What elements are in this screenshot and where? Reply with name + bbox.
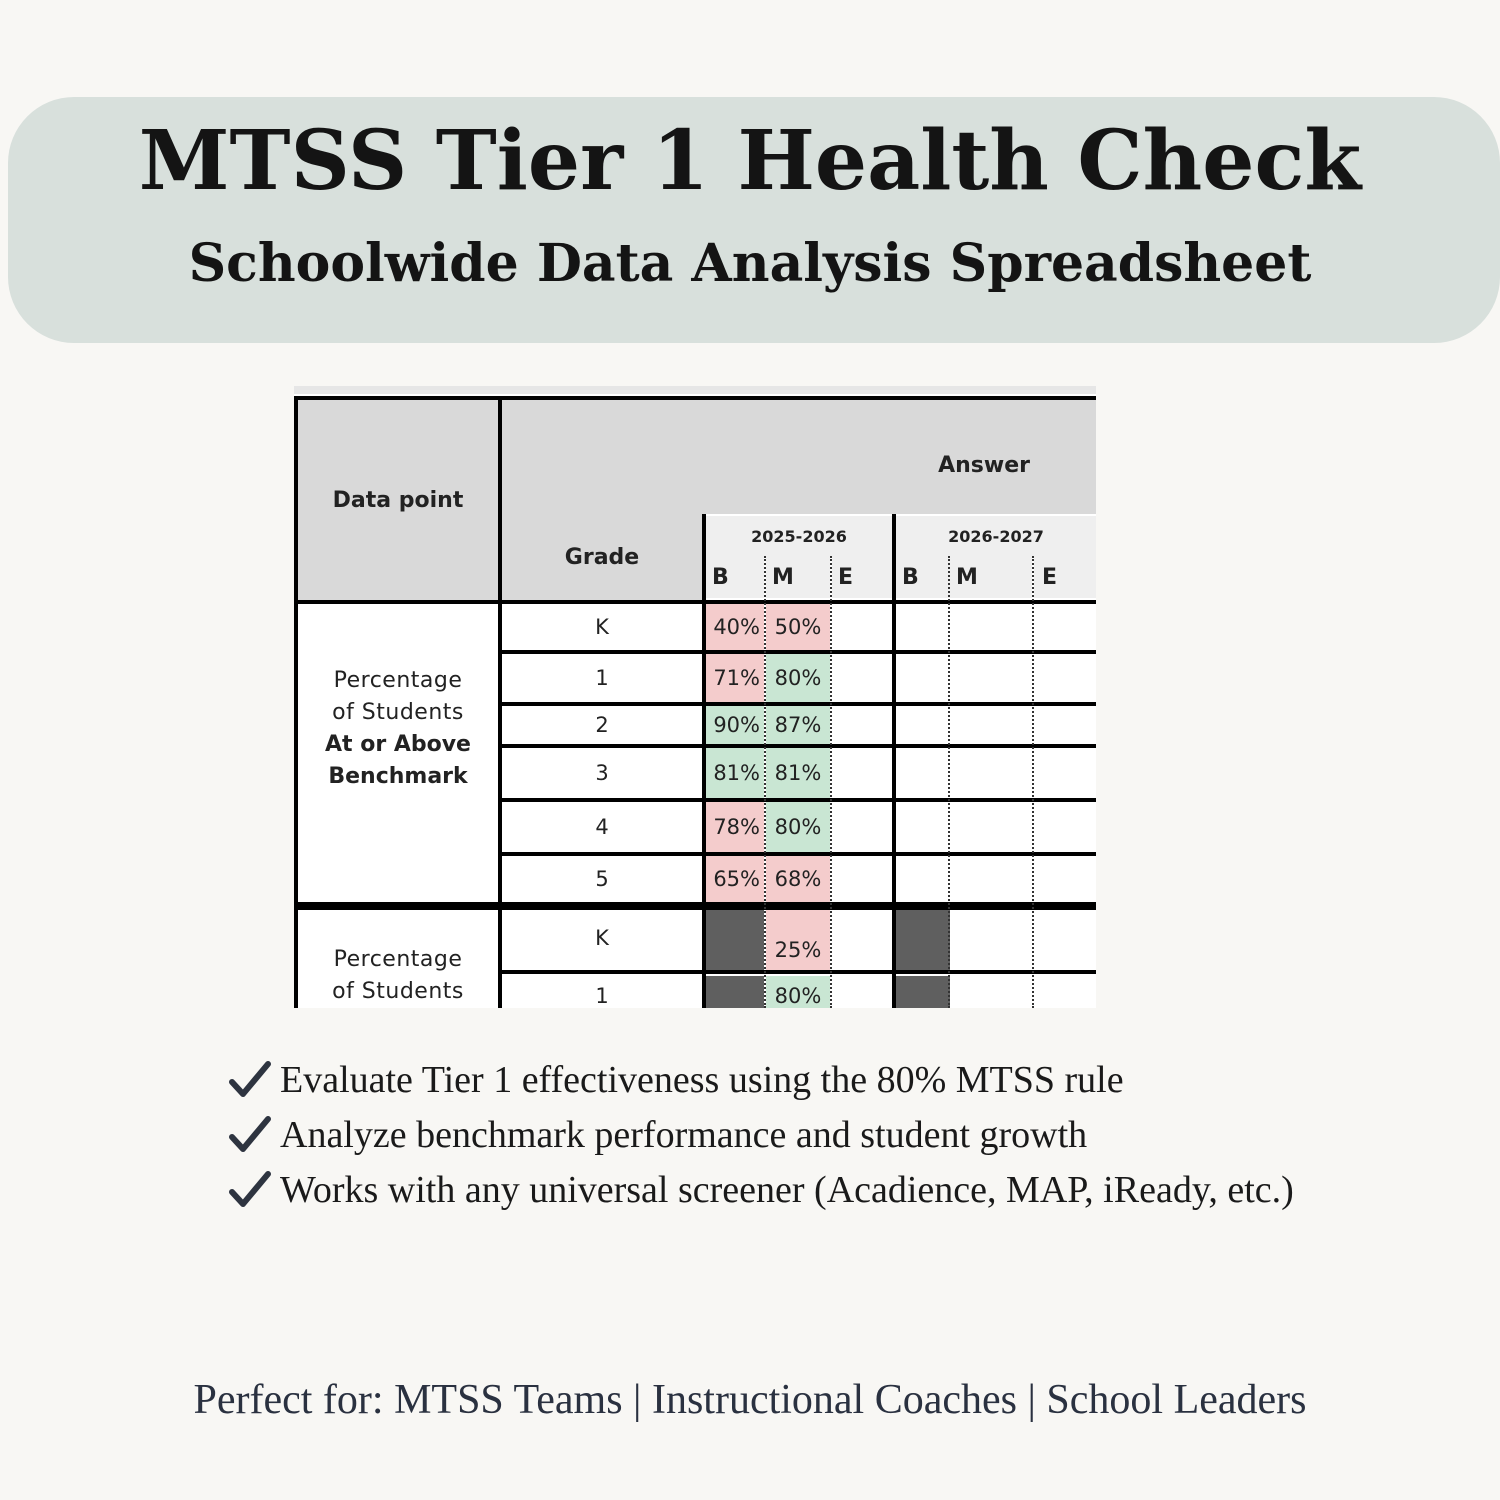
answer-header: Answer: [502, 400, 1096, 514]
spreadsheet-preview: [294, 386, 1096, 1008]
grid-line: [294, 396, 1096, 400]
grid-line: [502, 970, 1096, 974]
grade-cell: 2: [595, 713, 609, 737]
data-point-header: Data point: [298, 400, 498, 600]
dotted-divider: [764, 556, 766, 1008]
value-cell-m: 25%: [766, 910, 830, 972]
grade-cell: 1: [595, 666, 609, 690]
grade-cell: 4: [595, 815, 609, 839]
grid-line: [502, 650, 1096, 654]
value-cell-b: 78%: [706, 802, 764, 852]
checkmark-icon: [228, 1168, 272, 1212]
page-subtitle: Schoolwide Data Analysis Spreadsheet: [188, 233, 1312, 294]
grid-line: [502, 702, 1096, 706]
grid-line: [502, 798, 1096, 802]
value-cell-m: 80%: [766, 802, 830, 852]
feature-list: [228, 1052, 1428, 1217]
grid-line: [502, 744, 1096, 748]
value-cell-m: 81%: [766, 748, 830, 798]
year-header-2026: 2026-2027: [896, 516, 1096, 556]
value-cell-b: 40%: [706, 604, 764, 650]
na-cell: [896, 976, 950, 1008]
group2-label-normal: Percentage of Students: [332, 947, 464, 1004]
audience-footer: Perfect for: MTSS Teams | Instructional Coaches | School Leaders: [193, 1377, 1307, 1423]
group1-label-bold: At or Above Benchmark: [325, 732, 471, 789]
period-b-2026: B: [896, 556, 950, 598]
grid-line: [294, 396, 298, 1008]
grade-cell: 3: [595, 761, 609, 785]
grid-line: [892, 514, 896, 1008]
feature-text: Works with any universal screener (Acadience, MAP, iReady, etc.): [280, 1168, 1294, 1211]
value-cell-b: 90%: [706, 706, 764, 744]
grid-line: [498, 396, 502, 1008]
feature-item: [228, 1162, 1428, 1217]
period-e-2025: E: [832, 556, 892, 598]
value-cell-m: 87%: [766, 706, 830, 744]
group1-label: [298, 604, 498, 902]
feature-text: Analyze benchmark performance and student growth: [280, 1113, 1088, 1156]
grade-cell: K: [595, 926, 609, 950]
feature-item: [228, 1052, 1428, 1107]
period-m-2026: M: [950, 556, 1032, 598]
feature-item: [228, 1107, 1428, 1162]
grid-line: [294, 906, 1096, 910]
na-cell: [896, 910, 950, 972]
dotted-divider: [948, 556, 950, 1008]
grade-header: Grade: [502, 514, 702, 600]
grade-cell: 1: [595, 984, 609, 1008]
period-e-2026: E: [1034, 556, 1096, 598]
checkmark-icon: [228, 1058, 272, 1102]
value-cell-b: 81%: [706, 748, 764, 798]
grid-line: [294, 600, 1096, 604]
feature-text: Evaluate Tier 1 effectiveness using the 80% MTSS rule: [280, 1058, 1124, 1101]
grade-cell: 5: [595, 867, 609, 891]
dotted-divider: [1032, 556, 1034, 1008]
year-header-2025: 2025-2026: [706, 516, 892, 556]
value-cell-m: 68%: [766, 856, 830, 902]
na-cell: [706, 910, 764, 972]
group2-label: [298, 910, 498, 1008]
value-cell-m: 80%: [766, 976, 830, 1008]
value-cell-b: 65%: [706, 856, 764, 902]
period-m-2025: M: [766, 556, 830, 598]
dotted-divider: [830, 556, 832, 1008]
page-title: MTSS Tier 1 Health Check: [138, 113, 1362, 209]
checkmark-icon: [228, 1113, 272, 1157]
grid-line: [702, 514, 706, 1008]
na-cell: [706, 976, 764, 1008]
value-cell-m: 80%: [766, 654, 830, 702]
value-cell-m: 50%: [766, 604, 830, 650]
grade-cell: K: [595, 615, 609, 639]
value-cell-b: 71%: [706, 654, 764, 702]
grid-line: [502, 852, 1096, 856]
period-b-2025: B: [706, 556, 764, 598]
group1-label-normal: Percentage of Students: [332, 668, 464, 725]
